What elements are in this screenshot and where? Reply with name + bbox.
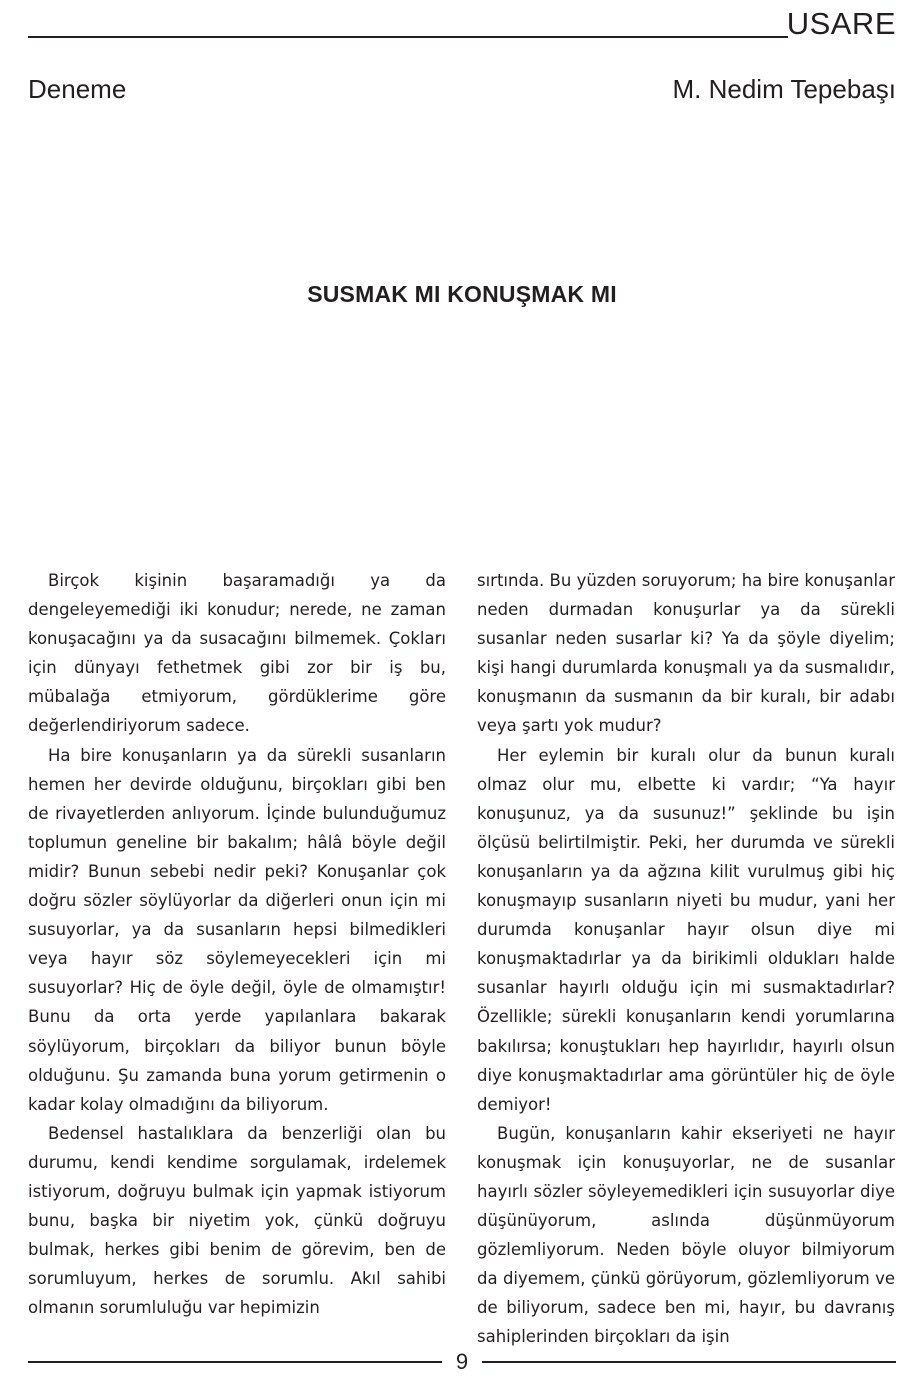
- magazine-name: USARE: [786, 6, 896, 41]
- article-title: SUSMAK MI KONUŞMAK MI: [307, 281, 617, 307]
- paragraph: Ha bire konuşanların ya da sürekli susanların hemen her devirde olduğunu, birçokları gibi ben de rivayetlerden anlıyorum. İçinde bulunduğumuz toplumun geneline bir bakalım; hâlâ böyle değil midir? Bunun sebebi nedir peki? Konuşanlar çok doğru sözler söylüyorlar da diğerleri onun için mi susuyorlar, ya da susanların hepsi bilmedikleri veya hayır söz söylemeyecekleri için mi susuyorlar? Hiç de öyle değil, öyle de olmamıştır! Bunu da orta yerde yapılanlara bakarak söylüyorum, birçokları da biliyor bunun böyle olduğunu. Şu zamanda buna yorum getirmenin o kadar kolay olmadığını da biliyorum.: [28, 745, 446, 1114]
- author-name: M. Nedim Tepebaşı: [672, 74, 896, 104]
- category-label: Deneme: [28, 74, 127, 104]
- paragraph: sırtında. Bu yüzden soruyorum; ha bire konuşanlar neden durmadan konuşurlar ya da sürekli susanlar neden susarlar ki? Ya da şöyle diyelim; kişi hangi durumlarda konuşmalı ya da susmalıdır, konuşmanın da susmanın da bir kuralı, bir adabı veya şartı yok mudur?: [477, 571, 896, 736]
- paragraph: Her eylemin bir kuralı olur da bunun kuralı olmaz olur mu, elbette ki vardır; “Ya hayır konuşunuz, ya da susunuz!” şeklinde bu işin ölçüsü belirtilmiştir. Peki, her durumda ve sürekli konuşanların ya da ağzına kilit vurulmuş gibi hiç konuşmayıp susanların niyeti bu mudur, yani her durumda konuşanlar hayır olsun diye mi konuşmaktadırlar ya da birikimli oldukları halde susanlar hayırlı olduğu için mi susmaktadırlar? Özellikle; sürekli konuşanların kendi yorumlarına bakılırsa; konuştukları hep hayırlıdır, hayırlı olsun diye konuşmaktadırlar ama görüntüler hiç de öyle demiyor!: [477, 745, 895, 1114]
- page-number: 9: [455, 1349, 469, 1374]
- footer-rule-left: [28, 1361, 442, 1363]
- paragraph: Bedensel hastalıklara da benzerliği olan bu durumu, kendi kendime sorgulamak, irdelemek istiyorum, doğruyu bulmak için yapmak istiyorum bunu, başka bir niyetim yok, çünkü doğruyu bulmak, herkes gibi benim de görevim, ben de sorumluyum, herkes de sorumlu. Akıl sahibi olmanın sorumluluğu var hepimizin: [28, 1123, 446, 1318]
- right-column: [477, 566, 895, 1352]
- paragraph: Bugün, konuşanların kahir ekseriyeti ne hayır konuşmak için konuşuyorlar, ne de susanlar hayırlı sözler söyleyemedikleri için susuyorlar diye düşünüyorum, aslında düşünmüyorum gözlemliyorum. Neden böyle oluyor bilmiyorum da diyemem, çünkü görüyorum, gözlemliyorum ve de biliyorum, sadece ben mi, hayır, bu davranış sahiplerinden birçokları da işin: [477, 1123, 895, 1347]
- header-rule: [28, 36, 788, 38]
- footer-rule-right: [482, 1361, 896, 1363]
- left-column: [28, 566, 446, 1322]
- paragraph: Birçok kişinin başaramadığı ya da dengeleyemediği iki konudur; nerede, ne zaman konuşacağını ya da susacağını bilmemek. Çokları için dünyayı fethetmek gibi zor bir iş bu, mübalağa etmiyorum, gördüklerime göre değerlendiriyorum sadece.: [28, 571, 446, 736]
